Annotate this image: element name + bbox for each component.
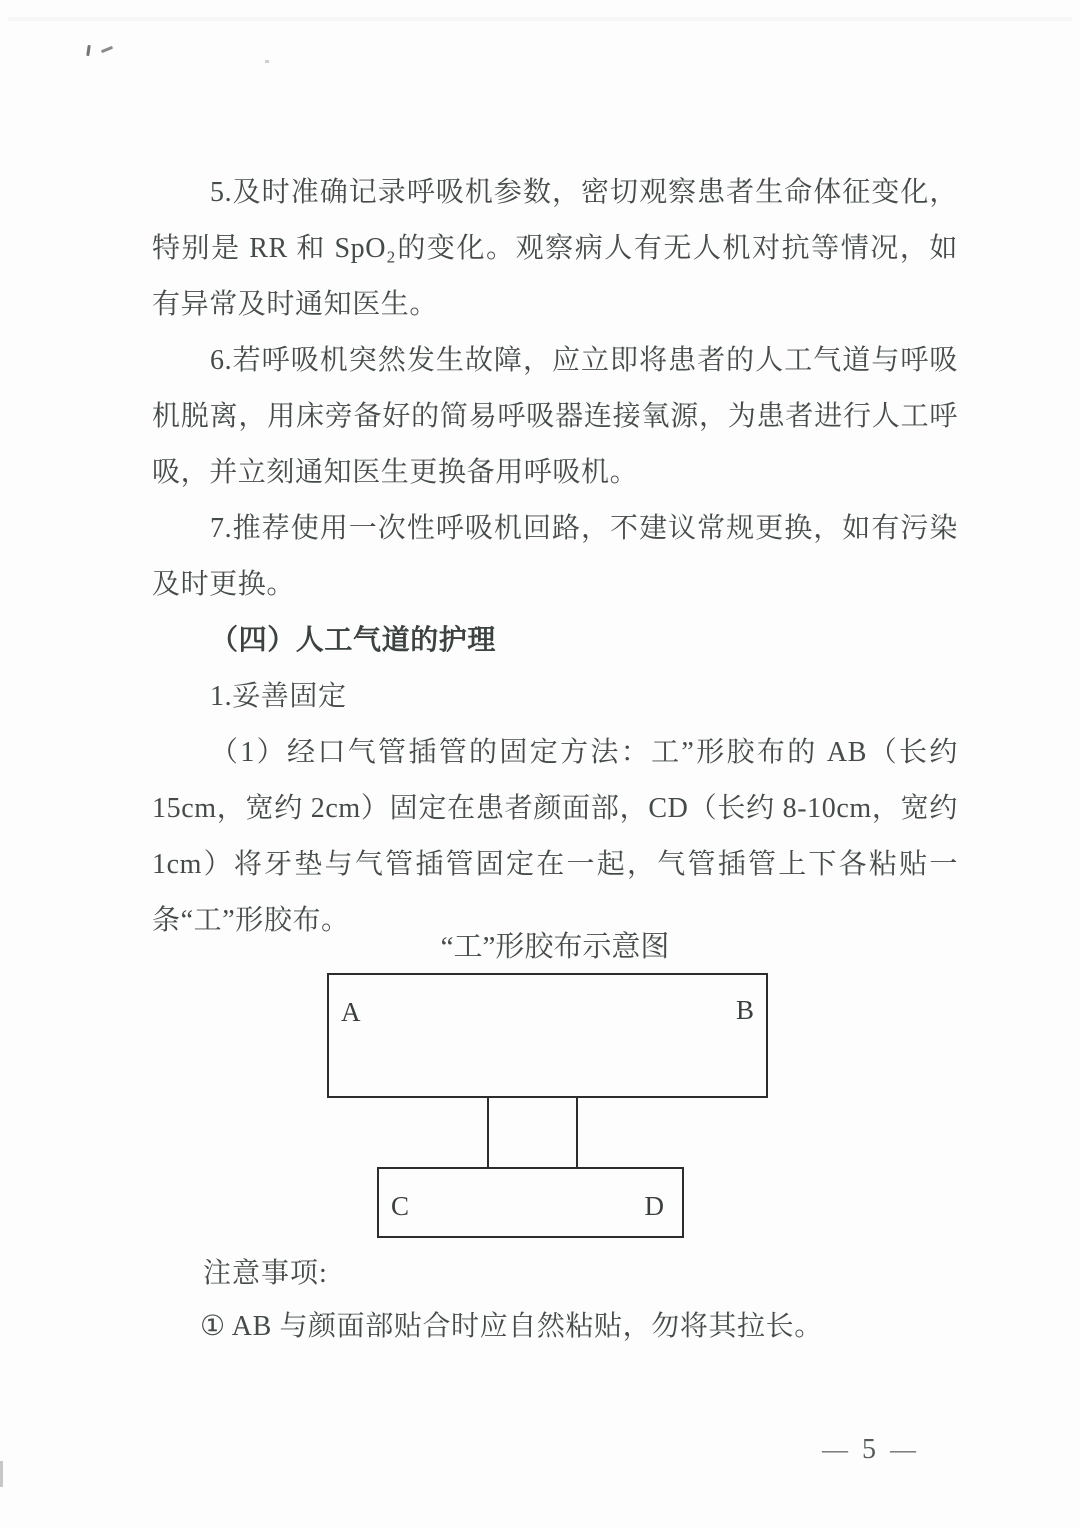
paragraph-5: 5.及时准确记录呼吸机参数，密切观察患者生命体征变化，特别是 RR 和 SpO₂的变化。观察病人有无人机对抗等情况，如有异常及时通知医生。 [152,177,958,320]
scan-speck [265,60,269,63]
label-c: C [391,1191,410,1221]
pen-mark-icon [101,46,113,53]
page-number-value: 5 [862,1434,876,1465]
label-a: A [341,997,361,1027]
scan-artifact-line [8,17,1072,21]
tape-ab-rectangle [327,973,768,1098]
paragraph-7: 7.推荐使用一次性呼吸机回路，不建议常规更换，如有污染及时更换。 [152,513,958,600]
pen-mark-icon [86,45,91,56]
tape-stem-connector [487,1097,578,1169]
page-number-left-dash: — [822,1435,848,1464]
scan-edge-artifact [0,1461,3,1487]
tape-cd-rectangle [377,1167,684,1238]
page-number [822,1434,916,1466]
label-d: D [644,1191,664,1221]
page-number-right-dash: — [890,1435,916,1464]
paragraph-6: 6.若呼吸机突然发生故障，应立即将患者的人工气道与呼吸机脱离，用床旁备好的简易呼吸器连接氧源，为患者进行人工呼吸，并立刻通知医生更换备用呼吸机。 [152,345,958,488]
subsection-1-heading: 1.妥善固定 [210,681,347,712]
body-text [152,165,958,949]
notes-heading: 注意事项: [203,1258,328,1289]
notes-item-1: ① AB 与颜面部贴合时应自然粘贴，勿将其拉长。 [200,1311,823,1342]
figure-title: “工”形胶布示意图 [440,931,670,963]
paragraph-fixation-method: （1）经口气管插管的固定方法：工”形胶布的 AB（长约 15cm，宽约 2cm）固定在患者颜面部，CD（长约 8-10cm，宽约 1cm）将牙垫与气管插管固定在一起，气管插管上下各粘贴一条“工”形胶布。 [152,737,958,936]
section-heading: （四）人工气道的护理 [210,625,497,656]
label-b: B [735,995,754,1025]
